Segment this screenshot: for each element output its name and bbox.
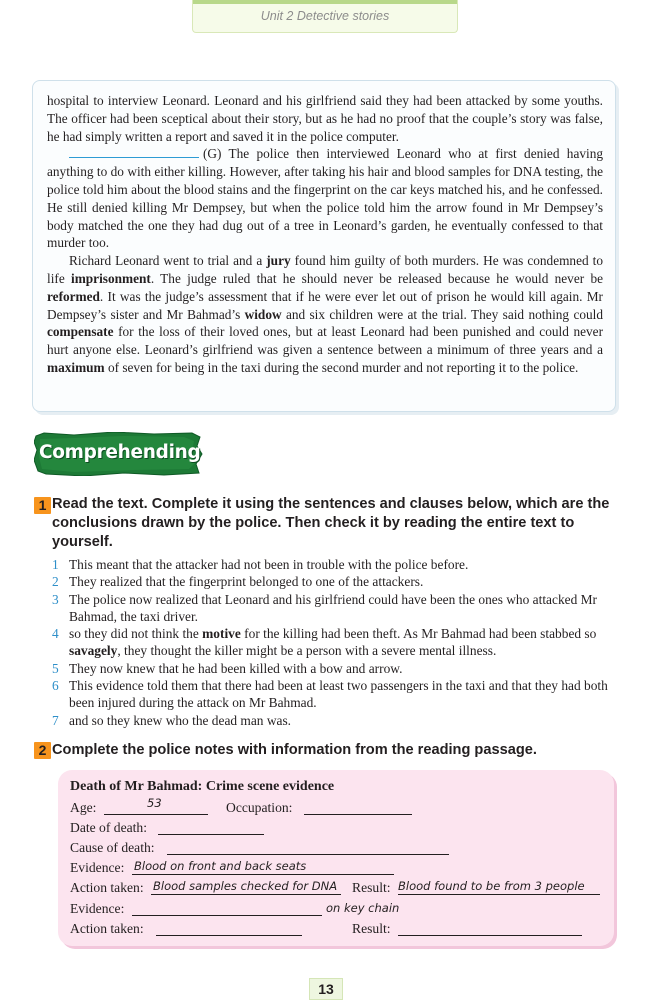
evidence-2-field[interactable] — [132, 901, 322, 916]
evidence-1-label: Evidence: — [70, 860, 125, 875]
action-2-field[interactable] — [156, 921, 302, 936]
item-text: This evidence told them that there had been at least two passengers in the taxi and that they had both been injured during the attack on Mr Bahmad. — [69, 678, 608, 711]
reading-paragraph-1: hospital to interview Leonard. Leonard and his girlfriend said they had been attacked by some youths. The officer had been sceptical about their story, but as he had no proof that the couple’s story was false, he had simply written a report and saved it in the police computer. — [47, 93, 603, 144]
list-item — [52, 573, 622, 590]
action-1-value: Blood samples checked for DNA — [153, 879, 338, 893]
item-text: and so they knew who the dead man was. — [69, 712, 292, 728]
p3-text: . The judge ruled that he should never be released because he would never be — [150, 270, 603, 286]
notes-title: Death of Mr Bahmad: Crime scene evidence — [70, 779, 335, 794]
notes-row-cause — [70, 840, 600, 860]
task-1-instruction: Read the text. Complete it using the sentences and clauses below, which are the conclusions drawn by the police. Then check it by reading the entire text to yourself. — [52, 496, 610, 550]
list-item — [52, 625, 622, 660]
unit-header-tab — [192, 0, 458, 33]
p3-text: Richard Leonard went to trial and a — [69, 253, 267, 269]
item-number: 4 — [52, 626, 59, 642]
list-item — [52, 660, 622, 677]
result-2-field[interactable] — [398, 921, 582, 936]
item-number: 3 — [52, 591, 59, 607]
evidence-2-value: on key chain — [326, 901, 400, 915]
keyword-compensate: compensate — [47, 324, 114, 340]
keyword-reformed: reformed — [47, 288, 100, 304]
notes-row-evidence-1 — [70, 860, 600, 880]
item-text: This meant that the attacker had not been in trouble with the police before. — [69, 557, 469, 572]
action-2-label: Action taken: — [70, 921, 144, 936]
cause-label: Cause of death: — [70, 840, 155, 855]
page-number: 13 — [309, 978, 343, 1000]
list-item — [52, 591, 622, 626]
date-label: Date of death: — [70, 820, 147, 835]
keyword-motive: motive — [202, 626, 241, 642]
item-number: 7 — [52, 712, 59, 728]
conclusions-list — [52, 556, 622, 729]
cause-field[interactable] — [167, 840, 449, 855]
reading-text — [47, 92, 603, 377]
reading-paragraph-3 — [47, 252, 603, 377]
item-text: so they did not think the — [69, 626, 203, 642]
age-value: 53 — [147, 796, 162, 810]
notes-row-action-2 — [70, 921, 600, 941]
result-2-label: Result: — [352, 921, 391, 936]
item-number: 6 — [52, 678, 59, 694]
keyword-jury: jury — [266, 253, 291, 269]
list-item — [52, 677, 622, 712]
reading-passage-box — [32, 80, 616, 412]
evidence-1-value: Blood on front and back seats — [134, 859, 307, 873]
p3-text: for the loss of their loved ones, but at least Leonard had been punished and could never hurt anyone else. Leonard’s girlfriend was given a sentence between a minimum of three years and a — [47, 324, 603, 358]
p3-text: found him guilty of both murders. He was condemned to life — [47, 253, 603, 286]
item-number: 5 — [52, 660, 59, 676]
item-text: They now knew that he had been killed with a bow and arrow. — [69, 660, 403, 676]
item-number: 1 — [52, 557, 59, 572]
occupation-label: Occupation: — [226, 800, 293, 815]
action-1-label: Action taken: — [70, 880, 144, 895]
item-text: for the killing had been theft. As Mr Bahmad had been stabbed so — [240, 626, 597, 642]
result-1-label: Result: — [352, 880, 391, 895]
p3-text: . It was the judge’s assessment that if he were ever let out of prison he would kill again. Mr Dempsey’s sister and Mr Bahmad’s — [47, 288, 603, 322]
blank-g-line — [69, 145, 199, 158]
task-2-number: 2 — [34, 742, 51, 759]
list-item — [52, 556, 622, 573]
task-1-number: 1 — [34, 497, 51, 514]
p3-text: and six children were at the trial. They said nothing could — [281, 306, 603, 322]
notes-row-evidence-2 — [70, 901, 600, 921]
keyword-savagely: savagely — [69, 643, 118, 659]
item-text: , they thought the killer might be a person with a severe mental illness. — [117, 643, 497, 659]
keyword-maximum: maximum — [47, 359, 105, 375]
list-item — [52, 712, 622, 729]
occupation-field[interactable] — [304, 800, 412, 815]
notes-row-age — [70, 796, 600, 820]
item-number: 2 — [52, 574, 59, 590]
notes-row-action-1 — [70, 880, 600, 900]
notes-row-date — [70, 820, 600, 840]
unit-label: Unit 2 Detective stories — [260, 9, 390, 23]
reading-paragraph-2 — [47, 145, 603, 252]
reading-paragraph-2-text: (G) The police then interviewed Leonard who at first denied having anything to do with either killing. However, after taking his hair and blood samples for DNA testing, the police told him about the blood stains and the fingerprint on the car keys matched his, and he confessed. He still denied killing Mr Dempsey, but when the police told him the arrow found in Mr Dempsey’s body matched the one they had dug out of a tree in Leonard’s garden, he eventually confessed to that murder too. — [47, 146, 603, 251]
date-field[interactable] — [158, 820, 264, 835]
header-stripe — [193, 0, 457, 4]
police-notes-card — [58, 770, 614, 946]
keyword-imprisonment: imprisonment — [71, 270, 151, 286]
keyword-widow: widow — [244, 306, 282, 322]
task-2-instruction: Complete the police notes with information from the reading passage. — [52, 742, 537, 758]
item-text: They realized that the fingerprint belonged to one of the attackers. — [69, 574, 424, 590]
age-label: Age: — [70, 800, 97, 815]
comprehending-banner — [34, 432, 204, 476]
p3-text: of seven for being in the taxi during the second murder and not reporting it to the police. — [104, 359, 579, 375]
evidence-2-label: Evidence: — [70, 901, 125, 916]
section-title: Comprehending — [39, 442, 201, 463]
result-1-value: Blood found to be from 3 people — [398, 879, 585, 893]
item-text: The police now realized that Leonard and his girlfriend could have been the ones who attacked Mr Bahmad, the taxi driver. — [69, 591, 597, 624]
